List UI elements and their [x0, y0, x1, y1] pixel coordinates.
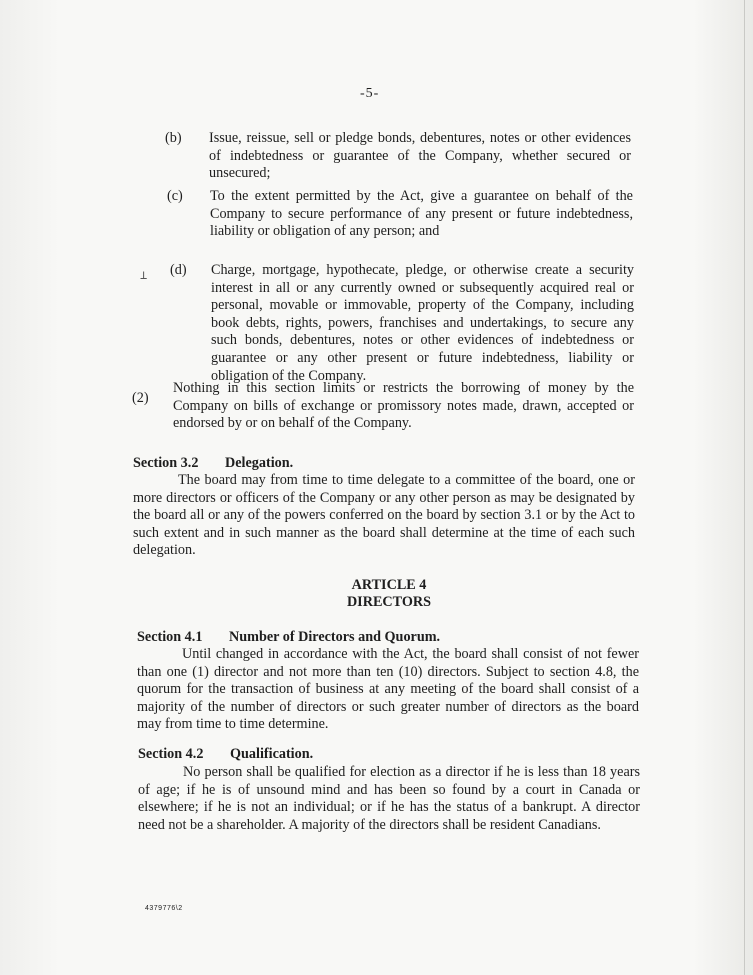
article-heading [300, 577, 478, 611]
paragraph-text: No person shall be qualified for election as a director if he is less than 18 years of age; if he is of unsound mind and has been so found by a court in Canada or elsewhere; if he is not an individual; or if he has the status of a bankrupt. A director need not be a shareholder. A majority of the directors shall be resident Canadians. [138, 764, 640, 833]
item-text: Charge, mortgage, hypothecate, pledge, or otherwise create a security interest in all or any currently owned or subsequently acquired real or personal, movable or immovable, property of the Company, including book debts, rights, powers, franchises and undertakings, to secure any such bonds, debentures, notes or other evidences of indebtedness or guarantee or any other present or future indebtedness, liability or obligation of the Company. [211, 262, 634, 384]
section-4-2-paragraph [138, 764, 640, 834]
article-number: ARTICLE 4 [351, 577, 427, 593]
section-number: Section 4.1 [137, 629, 203, 645]
paragraph-text: Until changed in accordance with the Act, the board shall consist of not fewer than one (1) director and not more than ten (10) directors. Subject to section 4.8, the quorum for the transaction of business at any meeting of the board shall consist of a majority of the number of directors or such greater number of directors as the board may from time to time determine. [137, 646, 639, 733]
item-label: (d) [170, 262, 187, 278]
item-label: (b) [165, 130, 182, 146]
section-heading [138, 745, 313, 763]
section-title: Qualification. [230, 746, 314, 762]
section-title: Delegation. [225, 455, 294, 471]
item-text: To the extent permitted by the Act, give a guarantee on behalf of the Company to secure performance of any present or future indebtedness, liability or obligation of any person; and [210, 188, 633, 240]
page-number: -5- [360, 86, 380, 101]
section-3-2-paragraph [133, 472, 635, 560]
section-heading [137, 628, 440, 646]
section-4-1-paragraph [137, 646, 639, 734]
section-number: Section 4.2 [138, 746, 204, 762]
subsection-text: Nothing in this section limits or restricts the borrowing of money by the Company on bills of exchange or promissory notes made, drawn, accepted or endorsed by or on behalf of the Company. [173, 380, 634, 432]
paragraph-text: The board may from time to time delegate to a committee of the board, one or more directors or officers of the Company or any other person as may be designated by the board all or any of the powers conferred on the board by section 3.1 or by the Act to such extent and in such manner as the board shall determine at the time of each such delegation. [133, 472, 635, 559]
item-text: Issue, reissue, sell or pledge bonds, debentures, notes or other evidences of indebtedness or guarantee of the Company, whether secured or unsecured; [209, 130, 631, 182]
section-heading [133, 454, 293, 472]
article-title: DIRECTORS [346, 594, 432, 610]
margin-mark: ⊥ [140, 268, 148, 282]
section-title: Number of Directors and Quorum. [229, 629, 441, 645]
item-label: (c) [167, 188, 183, 204]
section-number: Section 3.2 [133, 455, 199, 471]
page-edge [744, 0, 745, 975]
document-code: 4379776\2 [145, 905, 183, 912]
subsection-label: (2) [132, 390, 149, 406]
